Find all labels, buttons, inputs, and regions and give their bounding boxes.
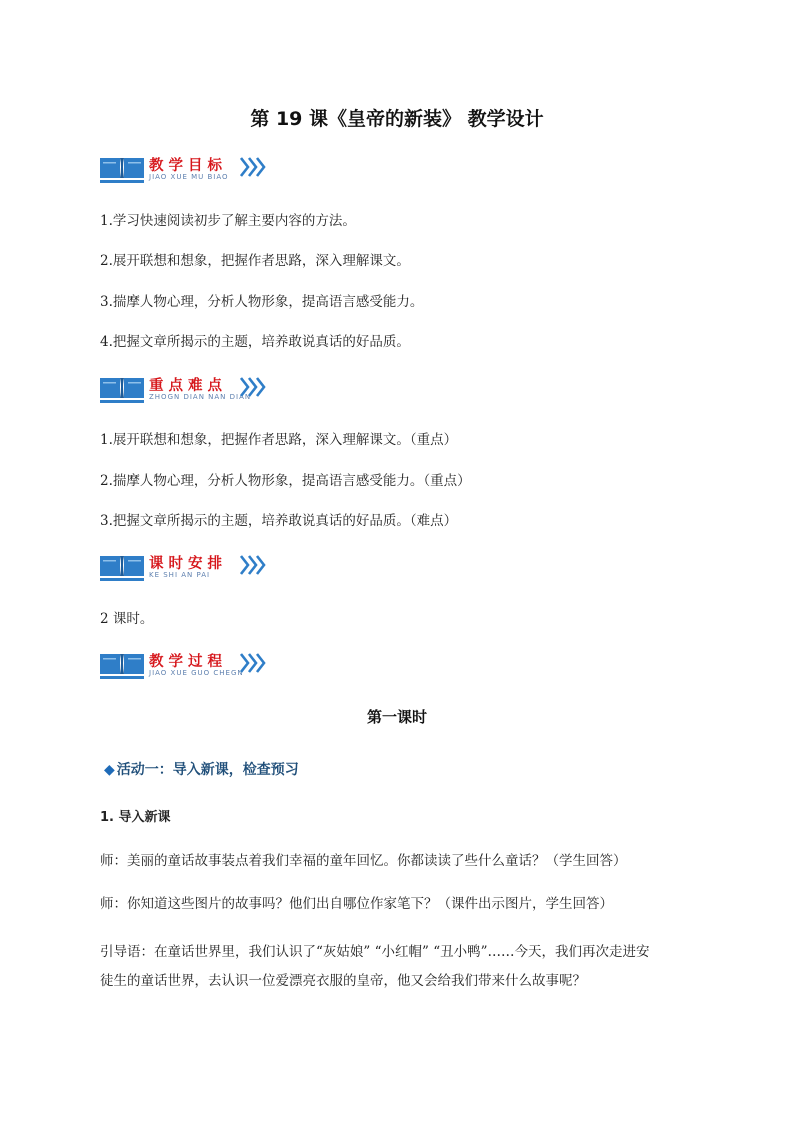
open-book-icon: [100, 154, 144, 184]
guide-line: 引导语：在童话世界里，我们认识了“灰姑娘” “小红帽” “丑小鸭”……今天，我们再次走进安: [100, 944, 650, 960]
time-text: 2 课时。: [100, 611, 154, 627]
key-point-item: 3.把握文章所揭示的主题，培养敢说真话的好品质。（难点）: [100, 513, 458, 529]
activity-title: 活动一：导入新课，检查预习: [116, 762, 299, 778]
triple-chevron-icon: [240, 156, 266, 178]
goal-item: 2.展开联想和想象，把握作者思路，深入理解课文。: [100, 253, 410, 269]
diamond-bullet-icon: ◆: [104, 762, 115, 778]
goal-item: 1.学习快速阅读初步了解主要内容的方法。: [100, 213, 356, 229]
activity-heading: [104, 759, 299, 779]
section-header-time: [100, 552, 300, 586]
section-header-goals: [100, 154, 300, 188]
page-title: 第 19 课《皇帝的新装》 教学设计: [250, 108, 544, 130]
teacher-line: 师：美丽的童话故事装点着我们幸福的童年回忆。你都读读了些什么童话？（学生回答）: [100, 853, 627, 869]
triple-chevron-icon: [240, 554, 266, 576]
open-book-icon: [100, 650, 144, 680]
section-header-key-points: [100, 374, 300, 408]
triple-chevron-icon: [240, 376, 266, 398]
section-pinyin: KE SHI AN PAI: [149, 571, 211, 579]
teacher-line: 师：你知道这些图片的故事吗？他们出自哪位作家笔下？（课件出示图片，学生回答）: [100, 896, 613, 912]
section-pinyin: JIAO XUE GUO CHEGN: [149, 669, 244, 677]
section-title: 教学目标: [149, 158, 227, 174]
open-book-icon: [100, 374, 144, 404]
key-point-item: 1.展开联想和想象，把握作者思路，深入理解课文。（重点）: [100, 432, 458, 448]
lesson-heading: 第一课时: [366, 708, 427, 726]
section-pinyin: ZHOGN DIAN NAN DIAN: [149, 393, 252, 401]
triple-chevron-icon: [240, 652, 266, 674]
section-title: 教学过程: [149, 654, 227, 670]
key-point-item: 2.揣摩人物心理，分析人物形象，提高语言感受能力。（重点）: [100, 473, 471, 489]
section-pinyin: JIAO XUE MU BIAO: [149, 173, 229, 181]
subheading-intro: 1. 导入新课: [100, 810, 171, 825]
section-title: 课时安排: [149, 556, 227, 572]
goal-item: 3.揣摩人物心理，分析人物形象，提高语言感受能力。: [100, 294, 424, 310]
open-book-icon: [100, 552, 144, 582]
goal-item: 4.把握文章所揭示的主题，培养敢说真话的好品质。: [100, 334, 410, 350]
section-title: 重点难点: [149, 378, 227, 394]
guide-line: 徒生的童话世界，去认识一位爱漂亮衣服的皇帝，他又会给我们带来什么故事呢？: [100, 973, 586, 989]
section-header-process: [100, 650, 300, 684]
